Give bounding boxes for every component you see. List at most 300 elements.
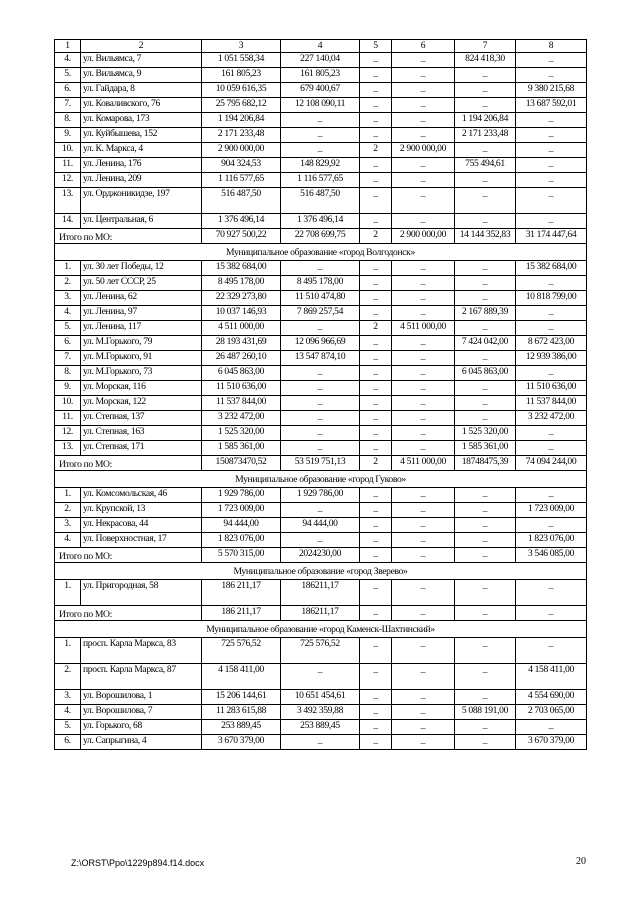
row-number: 12.: [55, 173, 81, 188]
row-number: 5.: [55, 720, 81, 735]
table-row: [55, 705, 587, 720]
count-cell: _: [360, 518, 392, 533]
amount-col6-cell: _: [392, 488, 455, 503]
row-number: 5.: [55, 68, 81, 83]
table-body: [55, 40, 587, 750]
amount-total-total: 150873470,52: [202, 456, 281, 471]
amount-col6-cell: _: [392, 503, 455, 518]
amount-col8-cell: _: [516, 638, 587, 664]
row-number: 9.: [55, 381, 81, 396]
amount-total-cell: 28 193 431,69: [202, 336, 281, 351]
column-number-header: 1: [55, 40, 81, 53]
address-cell: ул. Комсомольская, 46: [81, 488, 202, 503]
amount-total-cell: 1 376 496,14: [202, 214, 281, 229]
amount-col6-total: 4 511 000,00: [392, 456, 455, 471]
amount-col6-cell: 4 511 000,00: [392, 321, 455, 336]
amount-col7-cell: _: [455, 261, 516, 276]
amount-col4-cell: 7 869 257,54: [281, 306, 360, 321]
amount-col4-cell: _: [281, 261, 360, 276]
amount-total-cell: 94 444,00: [202, 518, 281, 533]
amount-col4-total: 2024230,00: [281, 548, 360, 563]
row-number: 1.: [55, 488, 81, 503]
count-total: _: [360, 548, 392, 563]
amount-total-total: 5 570 315,00: [202, 548, 281, 563]
amount-col7-cell: _: [455, 503, 516, 518]
count-cell: _: [360, 580, 392, 606]
row-number: 13.: [55, 188, 81, 214]
amount-col7-cell: _: [455, 83, 516, 98]
amount-col4-cell: _: [281, 396, 360, 411]
total-label: Итого по МО:: [55, 606, 202, 621]
amount-total-cell: 4 158 411,00: [202, 664, 281, 690]
amount-total-cell: 6 045 863,00: [202, 366, 281, 381]
amount-col6-cell: _: [392, 533, 455, 548]
amount-col4-cell: _: [281, 735, 360, 750]
amount-col4-cell: 10 651 454,61: [281, 690, 360, 705]
amount-total-cell: 516 487,50: [202, 188, 281, 214]
amount-col4-cell: _: [281, 143, 360, 158]
column-number-header: 2: [81, 40, 202, 53]
address-cell: ул. Морская, 122: [81, 396, 202, 411]
table-row: [55, 214, 587, 229]
amount-col4-cell: 8 495 178,00: [281, 276, 360, 291]
amount-col7-cell: 1 585 361,00: [455, 441, 516, 456]
row-number: 10.: [55, 143, 81, 158]
row-number: 7.: [55, 98, 81, 113]
amount-col6-cell: _: [392, 638, 455, 664]
amount-col8-cell: _: [516, 366, 587, 381]
amount-total-cell: 11 537 844,00: [202, 396, 281, 411]
address-cell: ул. Куйбышева, 152: [81, 128, 202, 143]
amount-col4-cell: _: [281, 411, 360, 426]
amount-col7-cell: _: [455, 381, 516, 396]
amount-col4-cell: 227 140,04: [281, 53, 360, 68]
column-number-row: [55, 40, 587, 53]
amount-col8-cell: _: [516, 143, 587, 158]
amount-col6-total: _: [392, 548, 455, 563]
row-number: 11.: [55, 158, 81, 173]
row-number: 7.: [55, 351, 81, 366]
amount-col4-cell: 161 805,23: [281, 68, 360, 83]
address-cell: ул. Поверхностная, 17: [81, 533, 202, 548]
count-cell: _: [360, 188, 392, 214]
amount-col6-cell: _: [392, 306, 455, 321]
table-row: [55, 321, 587, 336]
count-cell: _: [360, 68, 392, 83]
table-row: [55, 488, 587, 503]
row-number: 2.: [55, 276, 81, 291]
amount-col6-cell: _: [392, 291, 455, 306]
count-cell: _: [360, 261, 392, 276]
row-number: 4.: [55, 306, 81, 321]
amount-col7-cell: _: [455, 396, 516, 411]
amount-total-cell: 1 929 786,00: [202, 488, 281, 503]
amount-col7-cell: _: [455, 411, 516, 426]
row-number: 14.: [55, 214, 81, 229]
total-row: [55, 606, 587, 621]
amount-col6-total: _: [392, 606, 455, 621]
amount-total-cell: 10 059 616,35: [202, 83, 281, 98]
amount-col7-cell: 5 088 191,00: [455, 705, 516, 720]
amount-total-cell: 904 324,53: [202, 158, 281, 173]
amount-col7-cell: 1 194 206,84: [455, 113, 516, 128]
amount-col7-cell: _: [455, 735, 516, 750]
amount-col7-cell: _: [455, 98, 516, 113]
amount-col8-cell: _: [516, 276, 587, 291]
amount-col6-cell: _: [392, 426, 455, 441]
count-cell: _: [360, 83, 392, 98]
count-cell: _: [360, 98, 392, 113]
amount-col7-cell: _: [455, 188, 516, 214]
table-row: [55, 128, 587, 143]
amount-col8-cell: _: [516, 128, 587, 143]
amount-col7-total: _: [455, 548, 516, 563]
amount-total-cell: 1 116 577,65: [202, 173, 281, 188]
amount-col7-cell: _: [455, 690, 516, 705]
amount-total-cell: 15 382 684,00: [202, 261, 281, 276]
amount-col4-total: 186211,17: [281, 606, 360, 621]
amount-col4-cell: 725 576,52: [281, 638, 360, 664]
amount-col4-cell: _: [281, 381, 360, 396]
count-cell: _: [360, 705, 392, 720]
address-cell: ул. М.Горького, 73: [81, 366, 202, 381]
count-cell: _: [360, 173, 392, 188]
amount-col7-cell: _: [455, 321, 516, 336]
amount-col6-cell: _: [392, 351, 455, 366]
amount-col6-cell: _: [392, 690, 455, 705]
amount-col6-cell: _: [392, 381, 455, 396]
count-cell: 2: [360, 143, 392, 158]
amount-total-cell: 11 283 615,88: [202, 705, 281, 720]
address-cell: ул. Степная, 171: [81, 441, 202, 456]
address-cell: ул. Степная, 163: [81, 426, 202, 441]
address-cell: ул. Сапрыгина, 4: [81, 735, 202, 750]
section-title: Муниципальное образование «город Зверево»: [55, 563, 587, 580]
table-row: [55, 580, 587, 606]
table-row: [55, 158, 587, 173]
column-number-header: 8: [516, 40, 587, 53]
amount-col4-total: 53 519 751,13: [281, 456, 360, 471]
amount-col8-cell: _: [516, 214, 587, 229]
amount-total-cell: 26 487 260,10: [202, 351, 281, 366]
amount-total-cell: 1 585 361,00: [202, 441, 281, 456]
amount-col6-cell: _: [392, 366, 455, 381]
count-cell: _: [360, 53, 392, 68]
count-cell: _: [360, 396, 392, 411]
address-cell: ул. Ленина, 176: [81, 158, 202, 173]
amount-col6-cell: _: [392, 98, 455, 113]
column-number-header: 6: [392, 40, 455, 53]
table-row: [55, 664, 587, 690]
amount-col8-total: 31 174 447,64: [516, 229, 587, 244]
section-title: Муниципальное образование «город Каменск-Шахтинский»: [55, 621, 587, 638]
row-number: 4.: [55, 53, 81, 68]
total-label: Итого по МО:: [55, 229, 202, 244]
amount-col6-cell: _: [392, 214, 455, 229]
amount-col7-cell: _: [455, 580, 516, 606]
row-number: 6.: [55, 735, 81, 750]
total-label: Итого по МО:: [55, 456, 202, 471]
amount-col7-total: 18748475,39: [455, 456, 516, 471]
table-row: [55, 381, 587, 396]
footer-file-path: Z:\ORST\Ppo\1229p894.f14.docx: [71, 858, 205, 868]
address-cell: ул. Коваливского, 76: [81, 98, 202, 113]
amount-total-cell: 1 723 009,00: [202, 503, 281, 518]
table-row: [55, 83, 587, 98]
amount-col4-cell: _: [281, 113, 360, 128]
amount-col8-total: 74 094 244,00: [516, 456, 587, 471]
amount-total-cell: 8 495 178,00: [202, 276, 281, 291]
total-row: [55, 456, 587, 471]
amount-col8-cell: 15 382 684,00: [516, 261, 587, 276]
address-cell: ул. Пригородная, 58: [81, 580, 202, 606]
table-row: [55, 441, 587, 456]
amount-col8-cell: _: [516, 113, 587, 128]
row-number: 6.: [55, 83, 81, 98]
amount-col8-cell: 10 818 799,00: [516, 291, 587, 306]
amount-col8-cell: 4 158 411,00: [516, 664, 587, 690]
amount-col6-cell: _: [392, 720, 455, 735]
address-cell: просп. Карла Маркса, 87: [81, 664, 202, 690]
amount-col4-cell: _: [281, 441, 360, 456]
count-cell: 2: [360, 321, 392, 336]
amount-col7-total: 14 144 352,83: [455, 229, 516, 244]
amount-col8-cell: _: [516, 441, 587, 456]
amount-col7-cell: _: [455, 518, 516, 533]
row-number: 11.: [55, 411, 81, 426]
count-cell: _: [360, 291, 392, 306]
table-row: [55, 113, 587, 128]
amount-col7-cell: 2 171 233,48: [455, 128, 516, 143]
amount-col8-cell: 13 687 592,01: [516, 98, 587, 113]
amount-col7-total: _: [455, 606, 516, 621]
amount-col7-cell: 824 418,30: [455, 53, 516, 68]
count-total: 2: [360, 456, 392, 471]
address-cell: ул. Вильямса, 9: [81, 68, 202, 83]
amount-col7-cell: _: [455, 214, 516, 229]
row-number: 6.: [55, 336, 81, 351]
count-total: _: [360, 606, 392, 621]
address-cell: ул. Крупской, 13: [81, 503, 202, 518]
amount-col6-cell: _: [392, 518, 455, 533]
amount-col8-cell: 3 232 472,00: [516, 411, 587, 426]
address-cell: ул. Ленина, 62: [81, 291, 202, 306]
amount-col6-cell: _: [392, 336, 455, 351]
amount-col7-cell: _: [455, 173, 516, 188]
count-cell: _: [360, 366, 392, 381]
address-cell: ул. М.Горького, 91: [81, 351, 202, 366]
count-cell: _: [360, 276, 392, 291]
amount-col6-cell: _: [392, 53, 455, 68]
table-row: [55, 351, 587, 366]
amount-col8-total: _: [516, 606, 587, 621]
amount-col7-cell: 6 045 863,00: [455, 366, 516, 381]
section-title: Муниципальное образование «город Гуково»: [55, 471, 587, 488]
address-cell: ул. Ворошилова, 7: [81, 705, 202, 720]
amount-col8-cell: 12 939 386,00: [516, 351, 587, 366]
amount-col7-cell: _: [455, 488, 516, 503]
count-cell: _: [360, 441, 392, 456]
table-row: [55, 143, 587, 158]
count-cell: _: [360, 720, 392, 735]
row-number: 1.: [55, 261, 81, 276]
row-number: 4.: [55, 705, 81, 720]
section-header-row: [55, 563, 587, 580]
amount-total-total: 70 927 500,22: [202, 229, 281, 244]
row-number: 8.: [55, 366, 81, 381]
count-cell: _: [360, 488, 392, 503]
amount-col6-total: 2 900 000,00: [392, 229, 455, 244]
amount-col7-cell: _: [455, 720, 516, 735]
amount-col8-cell: _: [516, 321, 587, 336]
amount-col8-total: 3 546 085,00: [516, 548, 587, 563]
amount-col4-cell: 13 547 874,10: [281, 351, 360, 366]
count-total: 2: [360, 229, 392, 244]
table-row: [55, 336, 587, 351]
address-cell: ул. Центральная, 6: [81, 214, 202, 229]
amount-col8-cell: 2 703 065,00: [516, 705, 587, 720]
amount-col4-cell: 94 444,00: [281, 518, 360, 533]
table-row: [55, 188, 587, 214]
amount-col7-cell: 1 525 320,00: [455, 426, 516, 441]
table-row: [55, 533, 587, 548]
amount-total-cell: 25 795 682,12: [202, 98, 281, 113]
data-table: [54, 39, 587, 750]
amount-col6-cell: _: [392, 276, 455, 291]
row-number: 10.: [55, 396, 81, 411]
count-cell: _: [360, 336, 392, 351]
column-number-header: 5: [360, 40, 392, 53]
table-row: [55, 720, 587, 735]
amount-col7-cell: 7 424 042,00: [455, 336, 516, 351]
amount-col6-cell: _: [392, 735, 455, 750]
amount-total-cell: 4 511 000,00: [202, 321, 281, 336]
amount-col7-cell: _: [455, 143, 516, 158]
table-row: [55, 291, 587, 306]
table-row: [55, 411, 587, 426]
table-row: [55, 503, 587, 518]
row-number: 8.: [55, 113, 81, 128]
table-row: [55, 426, 587, 441]
count-cell: _: [360, 381, 392, 396]
address-cell: ул. Вильямса, 7: [81, 53, 202, 68]
amount-col6-cell: _: [392, 113, 455, 128]
amount-col4-cell: 516 487,50: [281, 188, 360, 214]
amount-col4-total: 22 708 699,75: [281, 229, 360, 244]
amount-col4-cell: 253 889,45: [281, 720, 360, 735]
row-number: 5.: [55, 321, 81, 336]
amount-col4-cell: 1 929 786,00: [281, 488, 360, 503]
address-cell: ул. М.Горького, 79: [81, 336, 202, 351]
amount-col6-cell: _: [392, 68, 455, 83]
amount-col8-cell: 11 537 844,00: [516, 396, 587, 411]
count-cell: _: [360, 113, 392, 128]
amount-col7-cell: 2 167 889,39: [455, 306, 516, 321]
amount-col4-cell: _: [281, 426, 360, 441]
section-title: Муниципальное образование «город Волгодонск»: [55, 244, 587, 261]
amount-col6-cell: 2 900 000,00: [392, 143, 455, 158]
count-cell: _: [360, 690, 392, 705]
table-row: [55, 518, 587, 533]
amount-col4-cell: _: [281, 366, 360, 381]
address-cell: ул. Степная, 137: [81, 411, 202, 426]
table-row: [55, 98, 587, 113]
table-row: [55, 276, 587, 291]
row-number: 2.: [55, 503, 81, 518]
table-row: [55, 366, 587, 381]
amount-col8-cell: 8 672 423,00: [516, 336, 587, 351]
count-cell: _: [360, 503, 392, 518]
amount-total-cell: 22 329 273,80: [202, 291, 281, 306]
amount-col4-cell: _: [281, 533, 360, 548]
amount-total-cell: 3 232 472,00: [202, 411, 281, 426]
amount-total-cell: 161 805,23: [202, 68, 281, 83]
amount-col8-cell: _: [516, 518, 587, 533]
amount-total-cell: 11 510 636,00: [202, 381, 281, 396]
address-cell: ул. 50 лет СССР, 25: [81, 276, 202, 291]
address-cell: ул. Ленина, 97: [81, 306, 202, 321]
amount-total-cell: 10 037 146,93: [202, 306, 281, 321]
amount-col8-cell: _: [516, 173, 587, 188]
address-cell: ул. Горького, 68: [81, 720, 202, 735]
section-header-row: [55, 244, 587, 261]
amount-col8-cell: _: [516, 68, 587, 83]
amount-col6-cell: _: [392, 441, 455, 456]
amount-col8-cell: 9 380 215,68: [516, 83, 587, 98]
row-number: 2.: [55, 664, 81, 690]
count-cell: _: [360, 411, 392, 426]
row-number: 3.: [55, 518, 81, 533]
amount-col8-cell: _: [516, 426, 587, 441]
amount-total-total: 186 211,17: [202, 606, 281, 621]
table-row: [55, 638, 587, 664]
amount-col7-cell: _: [455, 291, 516, 306]
table-row: [55, 690, 587, 705]
amount-col6-cell: _: [392, 396, 455, 411]
table-row: [55, 68, 587, 83]
address-cell: ул. Ворошилова, 1: [81, 690, 202, 705]
amount-col6-cell: _: [392, 705, 455, 720]
row-number: 1.: [55, 638, 81, 664]
amount-total-cell: 1 051 558,34: [202, 53, 281, 68]
column-number-header: 4: [281, 40, 360, 53]
address-cell: ул. К. Маркса, 4: [81, 143, 202, 158]
amount-col7-cell: _: [455, 664, 516, 690]
amount-col4-cell: 1 376 496,14: [281, 214, 360, 229]
count-cell: _: [360, 426, 392, 441]
amount-col8-cell: _: [516, 488, 587, 503]
amount-total-cell: 725 576,52: [202, 638, 281, 664]
address-cell: просп. Карла Маркса, 83: [81, 638, 202, 664]
amount-col8-cell: _: [516, 53, 587, 68]
row-number: 3.: [55, 291, 81, 306]
address-cell: ул. Морская, 116: [81, 381, 202, 396]
total-row: [55, 548, 587, 563]
amount-col4-cell: _: [281, 321, 360, 336]
table-row: [55, 396, 587, 411]
amount-col8-cell: 1 723 009,00: [516, 503, 587, 518]
address-cell: ул. Комарова, 173: [81, 113, 202, 128]
page-number: 20: [576, 856, 586, 867]
amount-total-cell: 186 211,17: [202, 580, 281, 606]
amount-col7-cell: _: [455, 68, 516, 83]
amount-col8-cell: _: [516, 188, 587, 214]
address-cell: ул. Ленина, 117: [81, 321, 202, 336]
amount-total-cell: 2 171 233,48: [202, 128, 281, 143]
amount-total-cell: 15 206 144,61: [202, 690, 281, 705]
address-cell: ул. Гайдара, 8: [81, 83, 202, 98]
amount-col7-cell: _: [455, 533, 516, 548]
